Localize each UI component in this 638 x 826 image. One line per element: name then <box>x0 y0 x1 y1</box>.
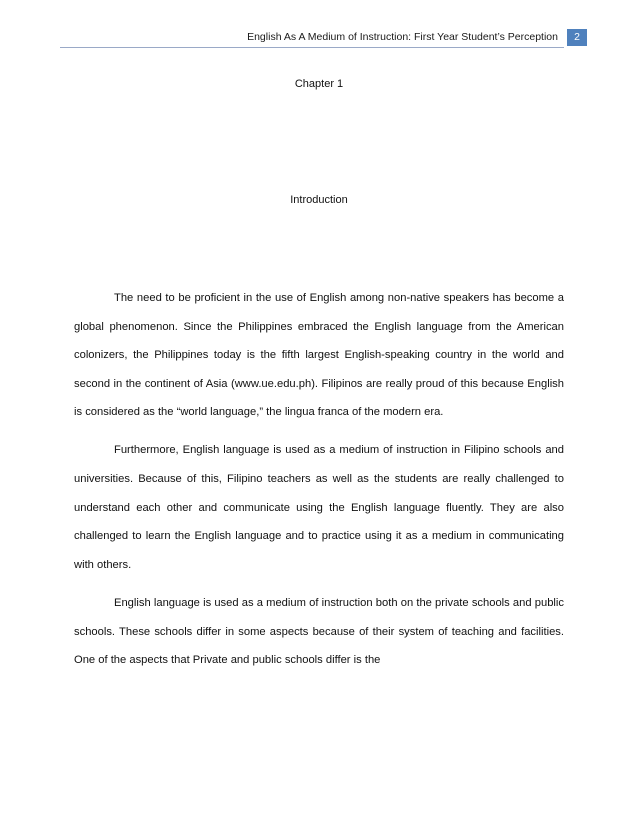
section-title: Introduction <box>290 194 348 206</box>
chapter-heading: Chapter 1 <box>294 78 344 90</box>
page-number-badge: 2 <box>567 29 587 46</box>
paragraph-2: Furthermore, English language is used as a medium of instruction in Filipino schools and universities. Because of this, Filipino teachers as well as the students are really challenged to understand each other and communicate using the English language fluently. They are also challenged to learn the English language and to practice using it as a medium in communicating with others. <box>74 444 564 571</box>
running-title: English As A Medium of Instruction: First Year Student’s Perception <box>247 31 558 43</box>
header-divider <box>60 47 564 48</box>
paragraph-3: English language is used as a medium of instruction both on the private schools and public schools. These schools differ in some aspects because of their system of teaching and facilities. One of the aspects that Private and public schools differ is the <box>74 596 564 667</box>
page-header <box>0 28 638 48</box>
paragraph-1: The need to be proficient in the use of English among non-native speakers has become a global phenomenon. Since the Philippines embraced the English language from the American colonizers, the Philippines today is the fifth largest English-speaking country in the world and second in the continent of Asia (www.ue.edu.ph). Filipinos are really proud of this because English is considered as the “world language,” the lingua franca of the modern era. <box>74 292 564 419</box>
body-text <box>74 284 564 684</box>
